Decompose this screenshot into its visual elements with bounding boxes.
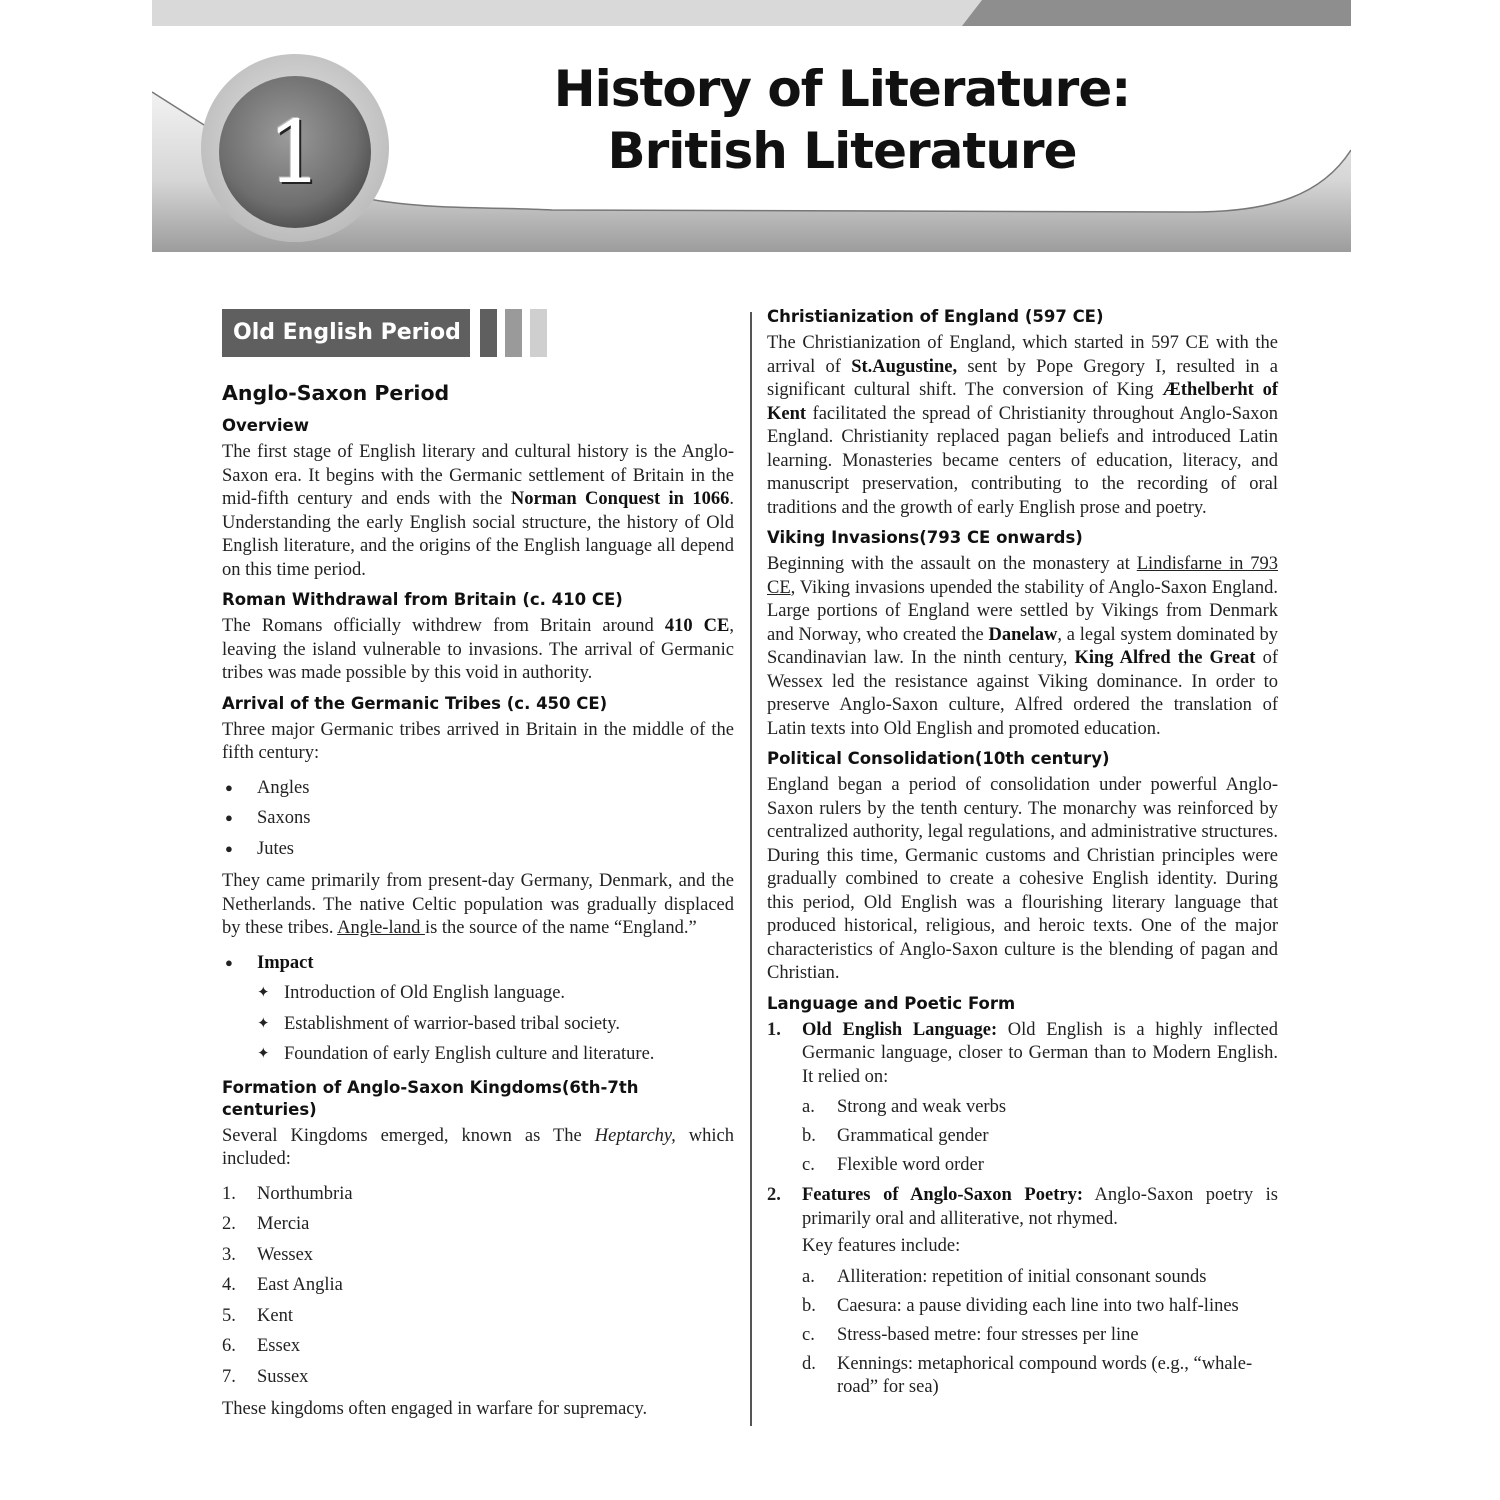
list-item: ✦ Establishment of warrior-based tribal society. [257, 1009, 734, 1040]
paragraph-christianization: The Christianization of England, which started in 597 CE with the arrival of St.Augustine, sent by Pope Gregory I, resulted in a significant cultural shift. The conversion of King Æthelberht of Kent facilitated the spread of Christianity throughout Anglo-Saxon England. Christianity replaced pagan beliefs and introduced Latin learning. Monasteries became centers of education, literacy, and manuscript preservation, contributing to the recording of oral traditions and the growth of early English prose and poetry. [767, 333, 1278, 518]
heading-christianization: Christianization of England (597 CE) [767, 307, 1104, 326]
section-banner [222, 306, 734, 364]
chapter-title-line2: British Literature [607, 122, 1077, 180]
list-item: 5. Kent [222, 1305, 293, 1326]
heading-language-poetic-form: Language and Poetic Form [767, 993, 1016, 1013]
paragraph-viking-invasions: Beginning with the assault on the monastery at Lindisfarne in 793 CE, Viking invasions upended the stability of Anglo-Saxon England. Large portions of England were settled by Vikings from Denmark and Norway, who created the Danelaw, a legal system dominated by Scandinavian law. In the ninth century, King Alfred the Great of Wessex led the resistance against Viking dominance. In order to preserve Anglo-Saxon culture, Alfred ordered the translation of Latin texts into Old English and promoted education. [767, 554, 1278, 739]
list-item: ✦ Introduction of Old English language. [257, 978, 734, 1009]
list-item: 4. East Anglia [222, 1275, 343, 1295]
poetry-features-list [802, 1263, 1278, 1400]
chapter-title [452, 58, 1232, 182]
paragraph-tribes-intro: Three major Germanic tribes arrived in Britain in the middle of the fifth century: [222, 719, 734, 763]
list-item: ● Saxons [222, 803, 734, 834]
impact-label: ● Impact [222, 948, 734, 979]
impact-list [222, 948, 734, 979]
paragraph-tribes-origin: They came primarily from present-day Germany, Denmark, and the Netherlands. The native Celtic population was gradually displaced by these tribes. Angle-land is the source of the name “England.” [222, 871, 734, 938]
paragraph-heptarchy: Several Kingdoms emerged, known as The Heptarchy, which included: [222, 1125, 734, 1169]
column-divider [750, 312, 752, 1426]
old-english-features-list [802, 1093, 1278, 1180]
list-item: 3. Wessex [222, 1244, 314, 1265]
paragraph-political-consolidation: England began a period of consolidation under powerful Anglo-Saxon rulers by the tenth century. The monarchy was reinforced by centralized authority, legal regulations, and administrative structures. During this time, Germanic customs and Christian principles were gradually combined to create a cohesive English identity. During this period, Old English was a flourishing literary language that produced historical, religious, and heroic texts. One of the major characteristics of Anglo-Saxon culture is the blending of pagan and Christian. [767, 775, 1278, 983]
underlined-term: Angle-land [337, 918, 425, 938]
list-item: c. Flexible word order [802, 1155, 984, 1175]
list-item: b. Grammatical gender [802, 1126, 989, 1146]
banner-stripe [480, 309, 497, 357]
underlined-term: Lindisfarne in 793 CE [767, 554, 1278, 598]
list-item: a. Alliteration: repetition of initial consonant sounds [802, 1266, 1207, 1287]
heading-kingdoms: Formation of Anglo-Saxon Kingdoms(6th-7th centuries) [222, 1077, 639, 1119]
list-item: a. Strong and weak verbs [802, 1097, 1007, 1117]
paragraph-overview: The first stage of English literary and cultural history is the Anglo-Saxon era. It begins with the Germanic settlement of Britain in the mid-fifth century and ends with the Norman Conquest in 1066. Understanding the early English social structure, the history of Old English literature, and the origins of the English language all depend on this time period. [222, 442, 734, 580]
banner-stripe [530, 309, 547, 357]
list-item: 6. Essex [222, 1336, 301, 1356]
left-column [222, 306, 734, 1429]
banner-stripe [505, 309, 522, 357]
paragraph-kingdoms-warfare: These kingdoms often engaged in warfare for supremacy. [222, 1399, 648, 1419]
paragraph-roman-withdrawal: The Romans officially withdrew from Britain around 410 CE, leaving the island vulnerable to invasions. The arrival of Germanic tribes was made possible by this void in authority. [222, 616, 734, 683]
list-item: 1. Old English Language: Old English is a highly inflected Germanic language, closer to German than to Modern English. It relied on: [767, 1019, 1278, 1087]
key-features-label: Key features include: [802, 1236, 961, 1256]
list-item: ● Angles [222, 773, 734, 804]
list-item: 1. Northumbria [222, 1183, 353, 1204]
list-item: ✦ Foundation of early English culture and literature. [257, 1039, 734, 1070]
right-column [767, 306, 1278, 1404]
chapter-title-line1: History of Literature: [553, 60, 1131, 118]
heading-anglo-saxon: Anglo-Saxon Period [222, 381, 450, 405]
heading-overview: Overview [222, 416, 309, 435]
list-item: c. Stress-based metre: four stresses per line [802, 1324, 1139, 1345]
section-title: Old English Period [222, 309, 470, 357]
list-item: 7. Sussex [222, 1366, 309, 1387]
list-item: 2. Mercia [222, 1214, 310, 1234]
tribes-list [222, 773, 734, 865]
chapter-number: 1 [267, 103, 323, 203]
kingdoms-list [222, 1179, 734, 1393]
impact-sublist [257, 978, 734, 1070]
heading-political-consolidation: Political Consolidation(10th century) [767, 749, 1110, 768]
heading-germanic-tribes: Arrival of the Germanic Tribes (c. 450 CE) [222, 693, 608, 713]
list-item: d. Kennings: metaphorical compound words (e.g., “whale-road” for sea) [802, 1353, 1253, 1397]
list-item: 2. Features of Anglo-Saxon Poetry: Anglo-Saxon poetry is primarily oral and alliterative, not rhymed. [767, 1185, 1278, 1229]
list-item: ● Jutes [222, 834, 734, 865]
heading-roman-withdrawal: Roman Withdrawal from Britain (c. 410 CE) [222, 590, 623, 609]
language-list [767, 1019, 1278, 1400]
heading-viking-invasions: Viking Invasions(793 CE onwards) [767, 528, 1083, 547]
list-item: b. Caesura: a pause dividing each line into two half-lines [802, 1295, 1239, 1316]
